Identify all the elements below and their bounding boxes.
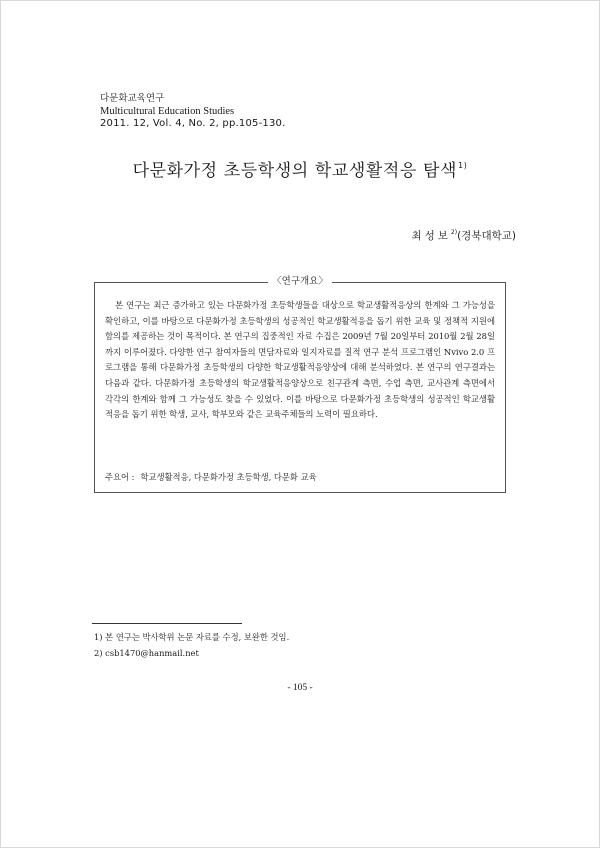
footnote-divider bbox=[92, 623, 242, 624]
footnote-2 bbox=[94, 646, 289, 662]
footnote-mark: 2) bbox=[94, 647, 103, 658]
journal-name-english: Multicultural Education Studies bbox=[100, 105, 235, 117]
journal-name-korean: 다문화교육연구 bbox=[100, 93, 165, 104]
keywords-label: 주요어 : bbox=[105, 472, 135, 482]
abstract-heading-text: 〈연구개요〉 bbox=[268, 276, 332, 287]
journal-issue: 2011. 12, Vol. 4, No. 2, pp.105-130. bbox=[100, 118, 286, 129]
author-name: 최성보 bbox=[411, 230, 451, 242]
footnote-mark: 1) bbox=[94, 632, 103, 642]
keywords-text: 학교생활적응, 다문화가정 초등학생, 다문화 교육 bbox=[140, 472, 317, 482]
footnote-1 bbox=[94, 630, 289, 646]
abstract-heading bbox=[0, 276, 600, 288]
footnotes bbox=[94, 630, 289, 661]
footnote-email: csb1470@hanmail.net bbox=[105, 647, 199, 658]
page-number: - 105 - bbox=[287, 683, 313, 693]
abstract-body: 본 연구는 최근 증가하고 있는 다문화가정 초등학생들을 대상으로 학교생활적응상의 한계와 그 가능성을 확인하고, 이를 바탕으로 다문화가정 초등학생의 성공적인 학교생활적응을 돕기 위한 교육 및 정책적 지원에 함의를 제공하는 것이 목적이다. 본 연구의 집중적인 자료 수집은 2009년 7월 20일부터 2010월 2월 28일까지 이루어졌다. 다양한 연구 참여자들의 면담자료와 일지자료를 질적 연구 분석 프로그램인 Nvivo 2.0 프로그램을 통해 다문화가정 초등학생의 다양한 학교생활적응양상에 대해 분석하였다. 본 연구의 연구결과는 다음과 같다. 다문화가정 초등학생의 학교생활적응양상으로 친구관계 측면, 수업 측면, 교사관계 측면에서 각각의 한계와 함께 그 가능성도 찾을 수 있었다. 이를 바탕으로 다문화가정 초등학생의 성공적인 학교생활적응을 돕기 위한 학생, 교사, 학부모와 같은 교육주체들의 노력이 필요하다. bbox=[105, 300, 495, 420]
paper-title bbox=[0, 156, 600, 181]
keywords bbox=[105, 471, 317, 483]
author-affiliation: (경북대학교) bbox=[457, 230, 516, 242]
footnote-text: 본 연구는 박사학위 논문 자료를 수정, 보완한 것임. bbox=[105, 632, 290, 642]
journal-info bbox=[100, 93, 285, 131]
author-footnote-mark: 2) bbox=[450, 229, 458, 236]
author-line bbox=[411, 228, 516, 243]
paper-title-text: 다문화가정 초등학생의 학교생활적응 탐색 bbox=[132, 161, 457, 181]
title-footnote-mark: 1) bbox=[458, 161, 468, 170]
